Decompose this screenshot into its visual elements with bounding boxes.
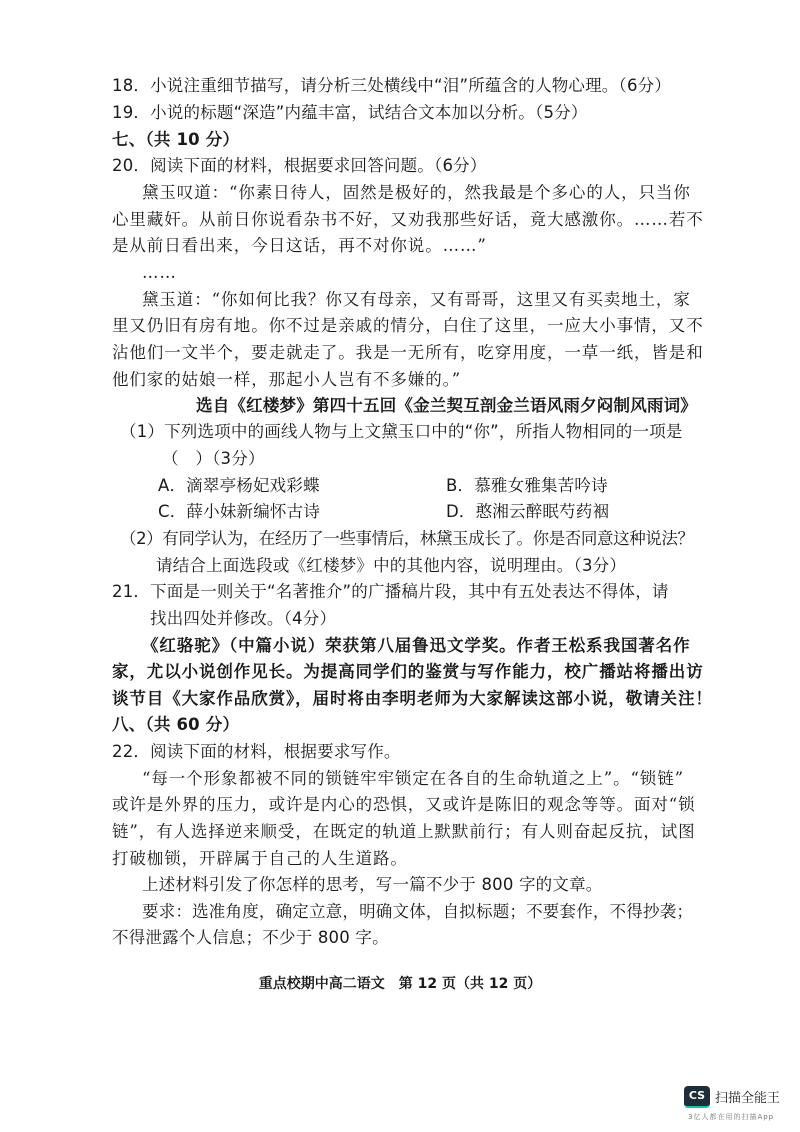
question-18: 18．小说注重细节描写，请分析三处横线中“泪”所蕴含的人物心理。（6分） — [112, 76, 672, 95]
question-20: 20．阅读下面的材料，根据要求回答问题。（6分） — [112, 156, 487, 175]
page-footer: 重点校期中高二语文 第 12 页（共 12 页） — [258, 976, 542, 992]
question-19: 19．小说的标题“深造”内蕴丰富，试结合文本加以分析。（5分） — [112, 103, 588, 122]
section-8-heading: 八、（共 60 分） — [112, 715, 240, 734]
passage-line: 黛玉叹道：“你素日待人，固然是极好的，然我最是个多心的人，只当你 — [142, 183, 691, 202]
passage-line: 心里藏奸。从前日你说看杂书不好，又劝我那些好话，竟大感激你。……若不 — [112, 210, 704, 229]
scanner-watermark — [684, 1086, 794, 1126]
passage-source: 选自《红楼梦》第四十五回《金兰契互剖金兰语风雨夕闷制风雨词》 — [196, 396, 697, 415]
question-22: 22．阅读下面的材料，根据要求写作。 — [112, 742, 401, 761]
passage-line: 他们家的姑娘一样，那起小人岂有不多嫌的。” — [112, 370, 462, 389]
writing-requirements-cont: 不得泄露个人信息；不少于 800 字。 — [112, 928, 389, 947]
question-20-part-2: （2）有同学认为，在经历了一些事情后，林黛玉成长了。你是否同意这种说法？ — [120, 529, 694, 548]
option-d: D．憨湘云醉眠芍药裀 — [446, 502, 610, 521]
option-a: A．滴翠亭杨妃戏彩蝶 — [158, 476, 320, 495]
passage-line: 里又仍旧有房有地。你不过是亲戚的情分，白住了这里，一应大小事情，又不 — [112, 316, 704, 335]
question-20-part-1: （1）下列选项中的画线人物与上文黛玉口中的“你”，所指人物相同的一项是 — [120, 422, 683, 441]
writing-requirements: 要求：选准角度，确定立意，明确文体，自拟标题；不要套作，不得抄袭； — [142, 902, 694, 921]
watermark-tagline: 3亿人都在用的扫描App — [688, 1113, 775, 1121]
question-21-cont: 找出四处并修改。（4分） — [150, 609, 337, 628]
broadcast-line: 《红骆驼》（中篇小说）荣获第八届鲁迅文学奖。作者王松系我国著名作 — [142, 636, 691, 655]
material-line: 或许是外界的压力，或许是内心的恐惧，又或许是陈旧的观念等等。面对“锁 — [112, 795, 696, 814]
material-line: 打破枷锁，开辟属于自己的人生道路。 — [112, 849, 408, 868]
broadcast-line: 家，尤以小说创作见长。为提高同学们的鉴赏与写作能力，校广播站将播出访 — [112, 662, 704, 681]
material-line: “每一个形象都被不同的锁链牢牢锁定在各自的生命轨道之上”。“锁链” — [142, 769, 684, 788]
watermark-app-name: 扫描全能王 — [715, 1091, 781, 1106]
option-b: B．慕雅女雅集苦吟诗 — [446, 476, 608, 495]
broadcast-line: 谈节目《大家作品欣赏》，届时将由李明老师为大家解读这部小说，敬请关注！ — [112, 689, 713, 708]
passage-line: 沾他们一文半个，要走就走了。我是一无所有，吃穿用度，一草一纸，皆是和 — [112, 343, 704, 362]
option-c: C．薛小妹新编怀古诗 — [158, 502, 321, 521]
camscanner-logo-icon: CS — [684, 1086, 710, 1108]
question-21: 21．下面是一则关于“名著推介”的广播稿片段，其中有五处表达不得体，请 — [112, 582, 669, 601]
question-20-part-2-cont: 请结合上面选段或《红楼梦》中的其他内容，说明理由。（3分） — [156, 556, 627, 575]
passage-ellipsis: …… — [142, 263, 177, 282]
passage-line: 黛玉道：“你如何比我？你又有母亲，又有哥哥，这里又有买卖地土，家 — [142, 290, 691, 309]
material-line: 链”，有人选择逆来顺受，在既定的轨道上默默前行；有人则奋起反抗，试图 — [112, 822, 696, 841]
answer-blank: （ ）（3分） — [162, 449, 265, 468]
section-7-heading: 七、（共 10 分） — [112, 130, 240, 149]
passage-line: 是从前日看出来，今日这话，再不对你说。……” — [112, 236, 487, 255]
writing-prompt: 上述材料引发了你怎样的思考，写一篇不少于 800 字的文章。 — [142, 875, 603, 894]
